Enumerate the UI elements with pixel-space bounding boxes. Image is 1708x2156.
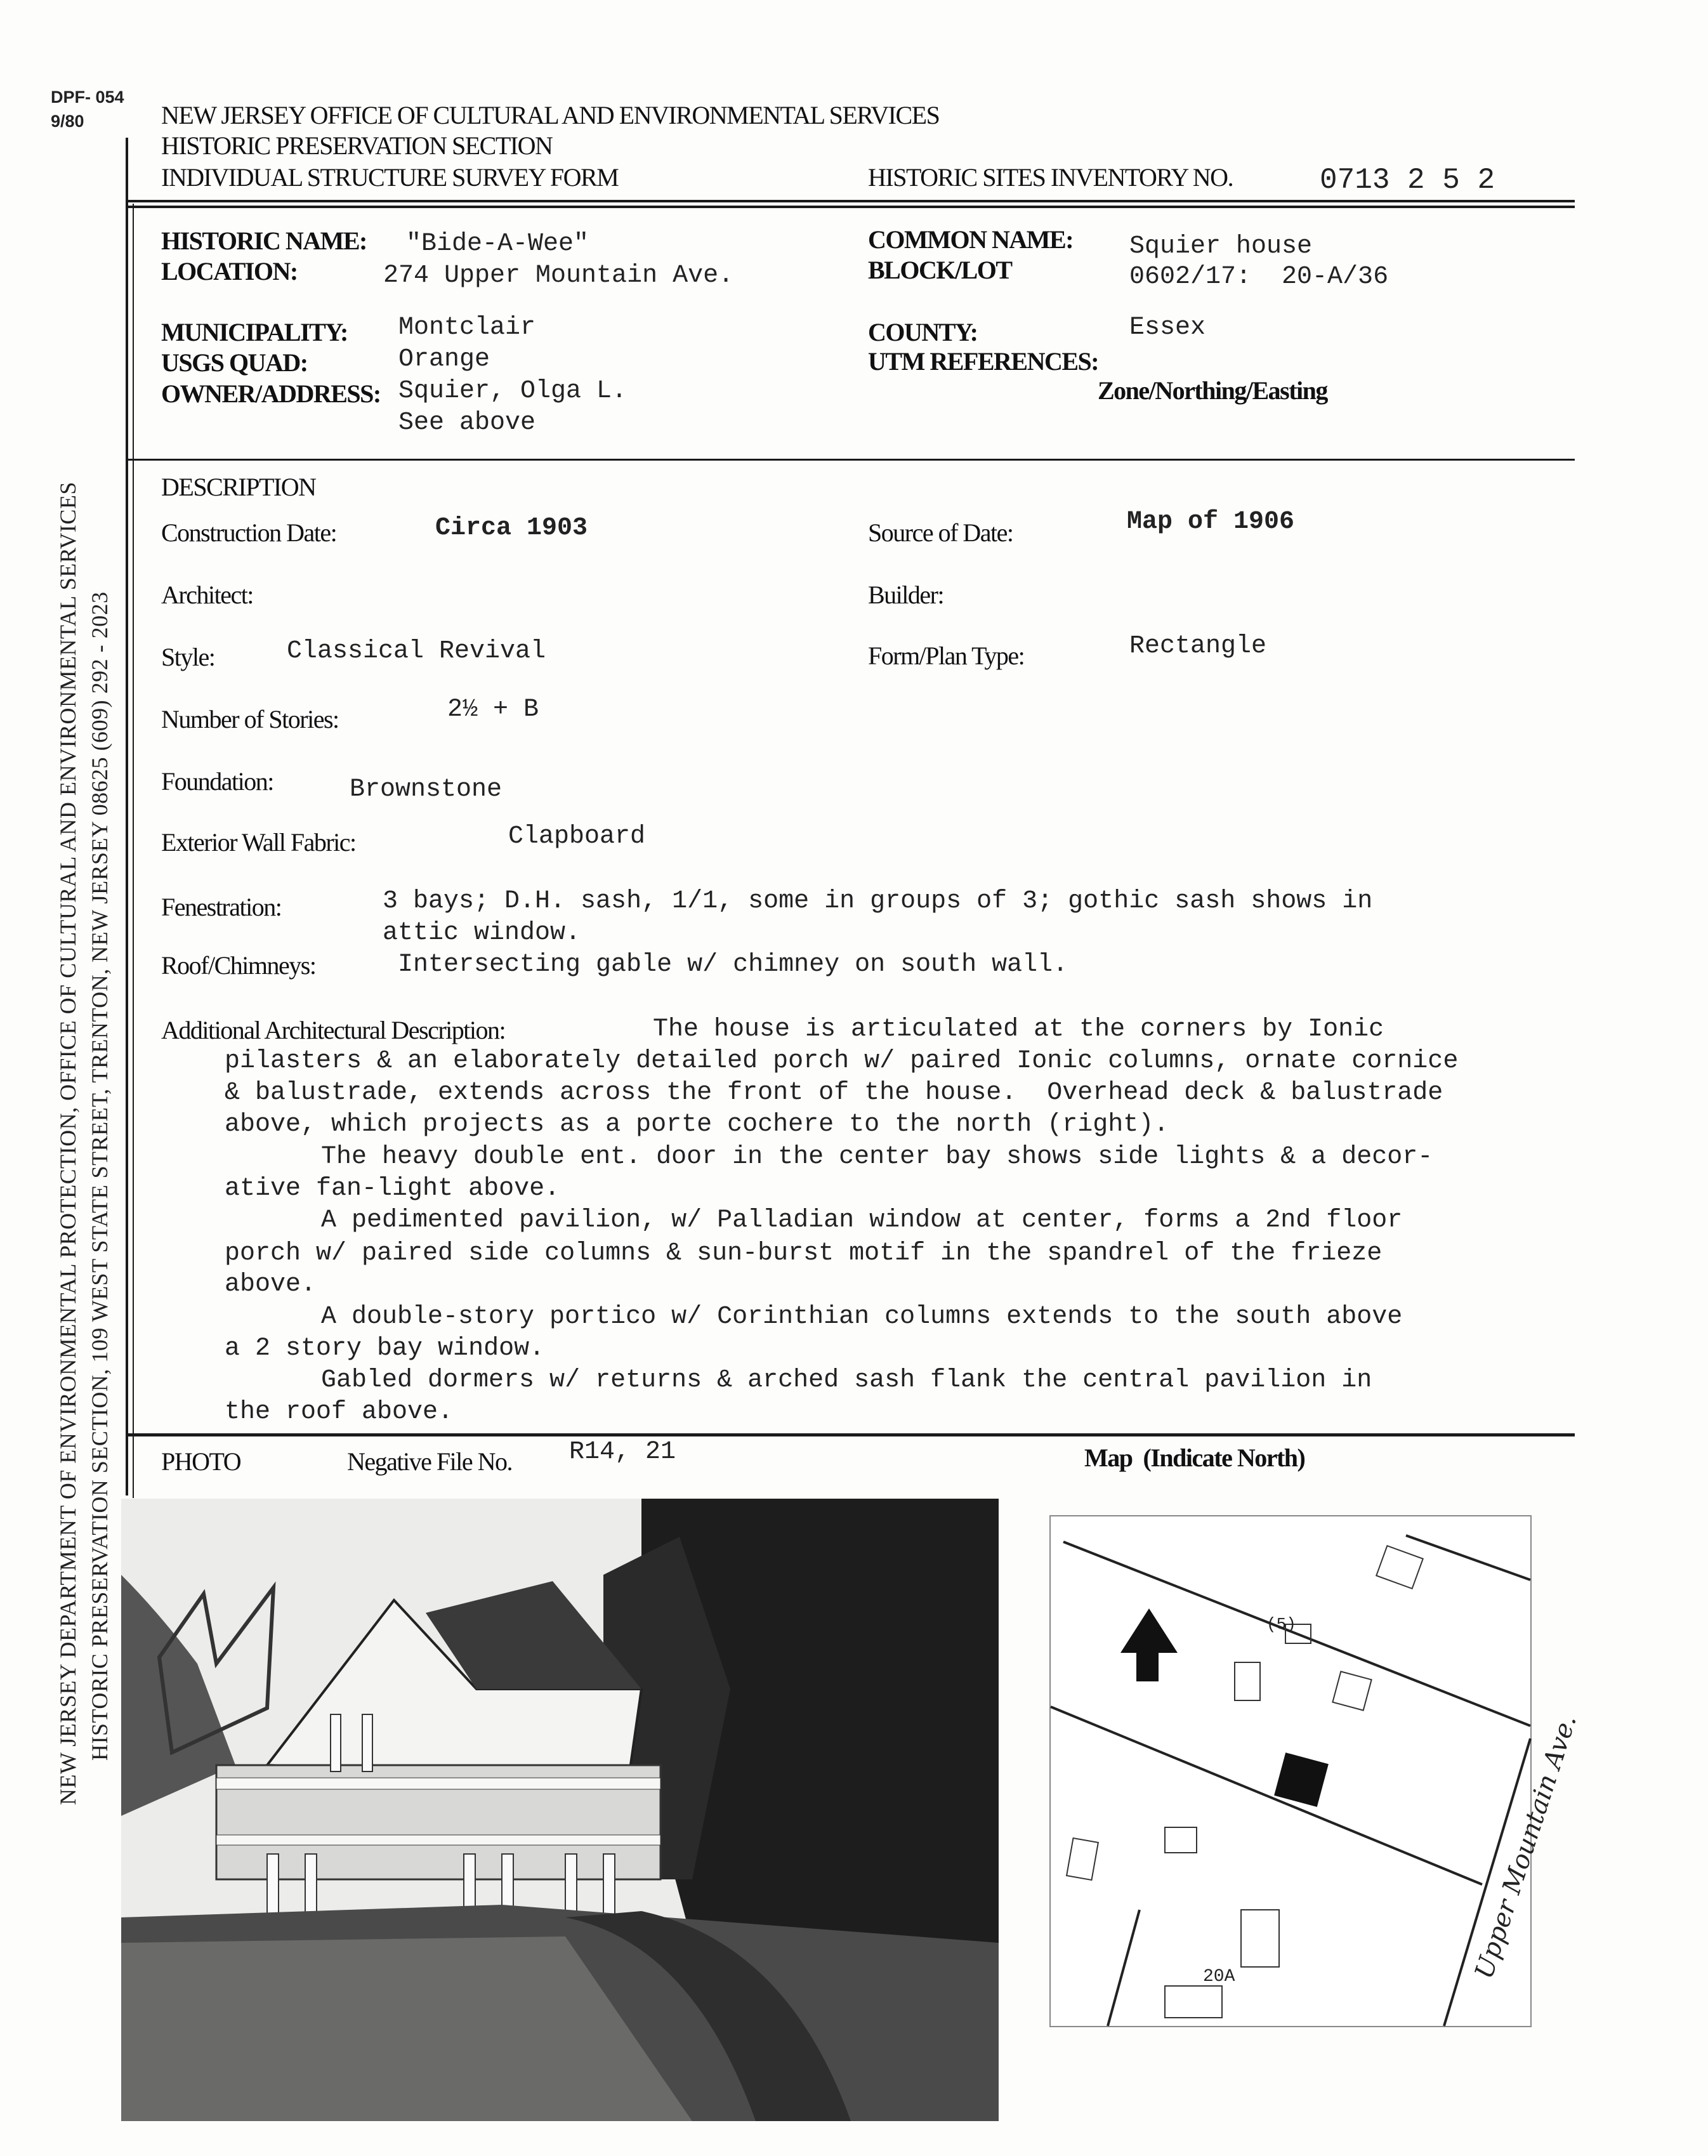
foundation-value: Brownstone bbox=[350, 775, 503, 804]
additional-line: ative fan-light above. bbox=[225, 1174, 560, 1203]
additional-line: Gabled dormers w/ returns & arched sash flank the central pavilion in bbox=[321, 1366, 1372, 1395]
block-lot-label: BLOCK/LOT bbox=[868, 256, 1012, 284]
form-plan-label: Form/Plan Type: bbox=[868, 641, 1025, 670]
common-name-label: COMMON NAME: bbox=[868, 225, 1074, 254]
additional-line: a 2 story bay window. bbox=[225, 1334, 545, 1363]
county-value: Essex bbox=[1129, 313, 1206, 342]
photo-rule bbox=[127, 1433, 1575, 1436]
additional-description-label: Additional Architectural Description: bbox=[161, 1016, 506, 1044]
builder-label: Builder: bbox=[868, 581, 944, 609]
historic-name-label: HISTORIC NAME: bbox=[161, 227, 367, 255]
utm-references-label: UTM REFERENCES: bbox=[868, 347, 1099, 376]
site-map bbox=[1049, 1515, 1582, 2027]
additional-line: the roof above. bbox=[225, 1398, 454, 1426]
fenestration-line: 3 bays; D.H. sash, 1/1, some in groups of 3; gothic sash shows in bbox=[383, 887, 1373, 916]
form-date: 9/80 bbox=[51, 112, 84, 131]
municipality-label: MUNICIPALITY: bbox=[161, 318, 348, 346]
form-code: DPF- 054 bbox=[51, 88, 124, 107]
description-heading: DESCRIPTION bbox=[161, 473, 316, 501]
north-arrow-icon bbox=[1120, 1608, 1178, 1681]
header-rule-bottom bbox=[127, 206, 1575, 208]
source-of-date-value: Map of 1906 bbox=[1127, 508, 1295, 536]
inventory-label: HISTORIC SITES INVENTORY NO. bbox=[868, 163, 1233, 192]
style-label: Style: bbox=[161, 643, 215, 671]
side-text-address: HISTORIC PRESERVATION SECTION, 109 WEST STATE STREET, TRENTON, NEW JERSEY 08625 (609) 292 - 2023 bbox=[87, 591, 112, 1761]
historic-name-value: "Bide-A-Wee" bbox=[406, 230, 589, 258]
left-border bbox=[126, 138, 128, 1495]
additional-line: above. bbox=[225, 1270, 317, 1299]
usgs-quad-label: USGS QUAD: bbox=[161, 348, 308, 377]
form-title: INDIVIDUAL STRUCTURE SURVEY FORM bbox=[161, 163, 619, 192]
location-value: 274 Upper Mountain Ave. bbox=[383, 261, 734, 290]
location-label: LOCATION: bbox=[161, 257, 298, 286]
stories-value: 2½ + B bbox=[447, 695, 539, 724]
fenestration-label: Fenestration: bbox=[161, 893, 282, 921]
form-plan-value: Rectangle bbox=[1129, 632, 1267, 661]
negative-file-number: R14, 21 bbox=[569, 1438, 676, 1466]
map-label: Map (Indicate North) bbox=[1084, 1443, 1305, 1472]
map-lot-number: (5) bbox=[1266, 1615, 1296, 1634]
owner-address-value: See above bbox=[398, 409, 536, 437]
block-lot-value: 0602/17: 20-A/36 bbox=[1129, 263, 1389, 291]
additional-line: A pedimented pavilion, w/ Palladian window at center, forms a 2nd floor bbox=[321, 1206, 1403, 1235]
left-border-inner bbox=[133, 204, 134, 1498]
owner-address-label: OWNER/ADDRESS: bbox=[161, 379, 381, 408]
usgs-quad-value: Orange bbox=[398, 345, 490, 374]
roof-chimneys-value: Intersecting gable w/ chimney on south wall. bbox=[398, 950, 1068, 979]
stories-label: Number of Stories: bbox=[161, 705, 339, 733]
exterior-wall-value: Clapboard bbox=[508, 822, 646, 851]
agency-title: NEW JERSEY OFFICE OF CULTURAL AND ENVIRONMENTAL SERVICES bbox=[161, 101, 940, 129]
additional-line: A double-story portico w/ Corinthian columns extends to the south above bbox=[321, 1303, 1403, 1331]
photo-label: PHOTO bbox=[161, 1447, 241, 1476]
side-text-department: NEW JERSEY DEPARTMENT OF ENVIRONMENTAL PROTECTION, OFFICE OF CULTURAL AND ENVIRONMENTAL SERVICES bbox=[55, 482, 81, 1805]
additional-line: The heavy double ent. door in the center bay shows side lights & a decor- bbox=[321, 1143, 1433, 1171]
fenestration-line: attic window. bbox=[383, 919, 581, 947]
additional-line: above, which projects as a porte cochere to the north (right). bbox=[225, 1110, 1169, 1139]
house-photo bbox=[121, 1499, 999, 2121]
inventory-number: 0713 2 5 2 bbox=[1320, 164, 1495, 197]
construction-date-value: Circa 1903 bbox=[435, 514, 588, 542]
additional-line: porch w/ paired side columns & sun-burst motif in the spandrel of the frieze bbox=[225, 1239, 1383, 1268]
common-name-value: Squier house bbox=[1129, 232, 1313, 261]
style-value: Classical Revival bbox=[287, 637, 546, 666]
identification-rule bbox=[127, 459, 1575, 461]
additional-line: pilasters & an elaborately detailed porch w/ paired Ionic columns, ornate cornice bbox=[225, 1047, 1459, 1075]
additional-line: & balustrade, extends across the front of the house. Overhead deck & balustrade bbox=[225, 1079, 1443, 1107]
foundation-label: Foundation: bbox=[161, 767, 273, 796]
map-street-label: Upper Mountain Ave. bbox=[1469, 1711, 1582, 1983]
map-block-label: 20A bbox=[1203, 1967, 1235, 1987]
negative-file-label: Negative File No. bbox=[347, 1447, 512, 1476]
architect-label: Architect: bbox=[161, 581, 253, 609]
additional-line: The house is articulated at the corners by Ionic bbox=[653, 1015, 1384, 1044]
header-rule-top bbox=[127, 200, 1575, 202]
exterior-wall-label: Exterior Wall Fabric: bbox=[161, 828, 356, 857]
owner-value: Squier, Olga L. bbox=[398, 377, 627, 405]
source-of-date-label: Source of Date: bbox=[868, 518, 1013, 547]
roof-chimneys-label: Roof/Chimneys: bbox=[161, 951, 316, 980]
county-label: COUNTY: bbox=[868, 318, 978, 346]
utm-subheading: Zone/Northing/Easting bbox=[1098, 376, 1327, 405]
construction-date-label: Construction Date: bbox=[161, 518, 337, 547]
section-title: HISTORIC PRESERVATION SECTION bbox=[161, 131, 553, 160]
municipality-value: Montclair bbox=[398, 313, 536, 342]
